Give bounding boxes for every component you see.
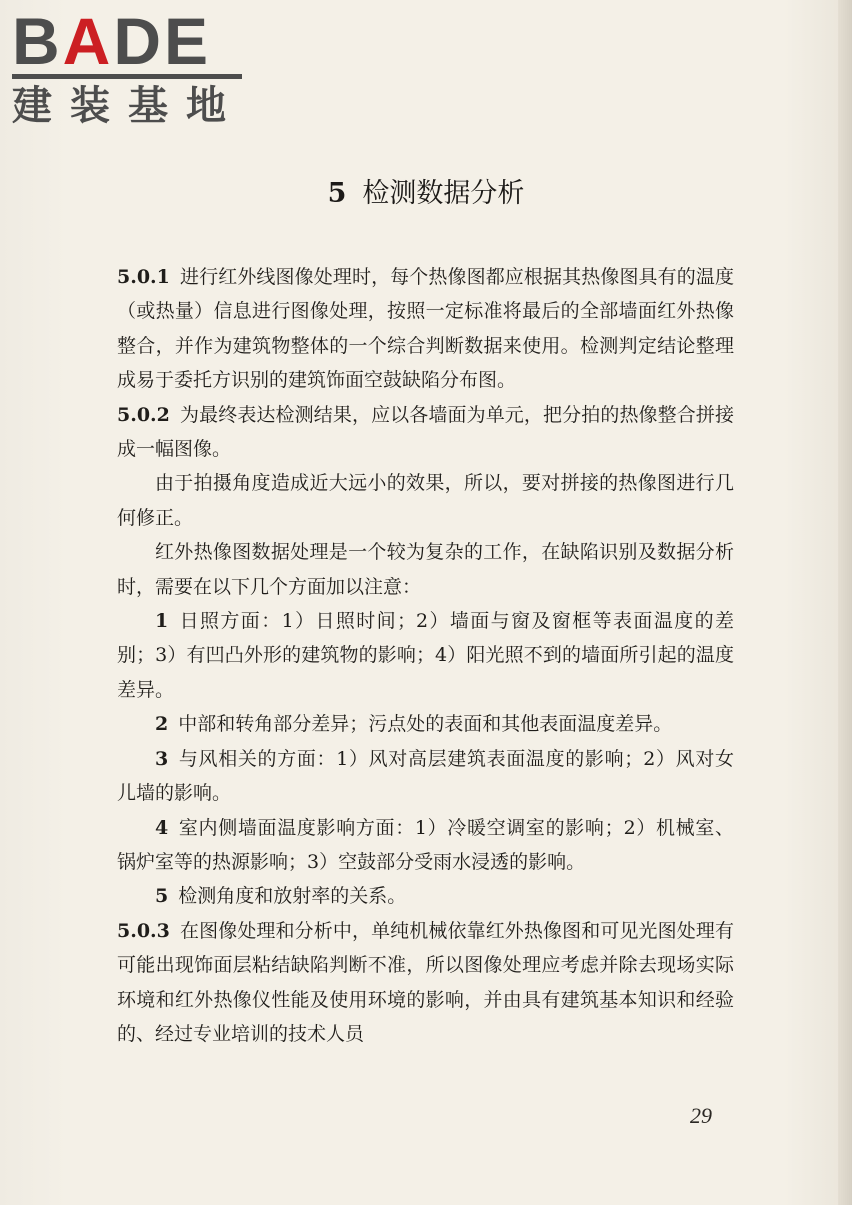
logo-chinese-name: 建装基地 bbox=[12, 83, 244, 129]
item-number: 3 bbox=[155, 747, 169, 770]
body-paragraph: 由于拍摄角度造成近大远小的效果，所以，要对拼接的热像图进行几何修正。 bbox=[117, 472, 734, 529]
item-number: 5 bbox=[155, 885, 169, 908]
list-item: 1 日照方面：1）日照时间；2）墙面与窗及窗框等表面温度的差别；3）有凹凸外形的建筑物的影响；4）阳光照不到的墙面所引起的温度差异。 bbox=[117, 610, 734, 701]
list-item: 5 检测角度和放射率的关系。 bbox=[155, 885, 407, 908]
list-item: 4 室内侧墙面温度影响方面：1）冷暖空调室的影响；2）机械室、锅炉室等的热源影响；3）空鼓部分受雨水浸透的影响。 bbox=[117, 816, 734, 873]
item-number: 1 bbox=[155, 610, 169, 633]
page-number: 29 bbox=[690, 1103, 712, 1128]
clause-paragraph: 5.0.3 在图像处理和分析中，单纯机械依靠红外热像图和可见光图处理有可能出现饰面层粘结缺陷判断不准，所以图像处理应考虑并除去现场实际环境和红外热像仪性能及使用环境的影响，并由具有建筑基本知识和经验的、经过专业培训的技术人员 bbox=[117, 919, 734, 1045]
logo-wordmark: BADE bbox=[12, 4, 212, 78]
clause-paragraph: 5.0.1 进行红外线图像处理时，每个热像图都应根据其热像图具有的温度（或热量）信息进行图像处理，按照一定标准将最后的全部墙面红外热像整合，并作为建筑物整体的一个综合判断数据来使用。检测判定结论整理成易于委托方识别的建筑饰面空鼓缺陷分布图。 bbox=[117, 266, 734, 392]
logo-accent-letter: A bbox=[62, 4, 114, 78]
chapter-number: 5 bbox=[327, 178, 347, 209]
list-item: 2 中部和转角部分差异；污点处的表面和其他表面温度差异。 bbox=[155, 713, 673, 736]
clause-number: 5.0.3 bbox=[117, 919, 170, 942]
body-text bbox=[117, 260, 734, 1051]
clause-number: 5.0.1 bbox=[117, 266, 170, 288]
chapter-title-text: 检测数据分析 bbox=[362, 178, 525, 209]
bade-logo bbox=[12, 4, 244, 131]
list-item: 3 与风相关的方面：1）风对高层建筑表面温度的影响；2）风对女儿墙的影响。 bbox=[117, 747, 734, 805]
chapter-title bbox=[0, 176, 852, 212]
clause-paragraph: 5.0.2 为最终表达检测结果，应以各墙面为单元，把分拍的热像整合拼接成一幅图像。 bbox=[117, 403, 734, 461]
item-number: 2 bbox=[155, 713, 169, 736]
clause-number: 5.0.2 bbox=[117, 403, 170, 426]
body-paragraph: 红外热像图数据处理是一个较为复杂的工作，在缺陷识别及数据分析时，需要在以下几个方面加以注意： bbox=[117, 541, 734, 598]
item-number: 4 bbox=[155, 816, 169, 839]
